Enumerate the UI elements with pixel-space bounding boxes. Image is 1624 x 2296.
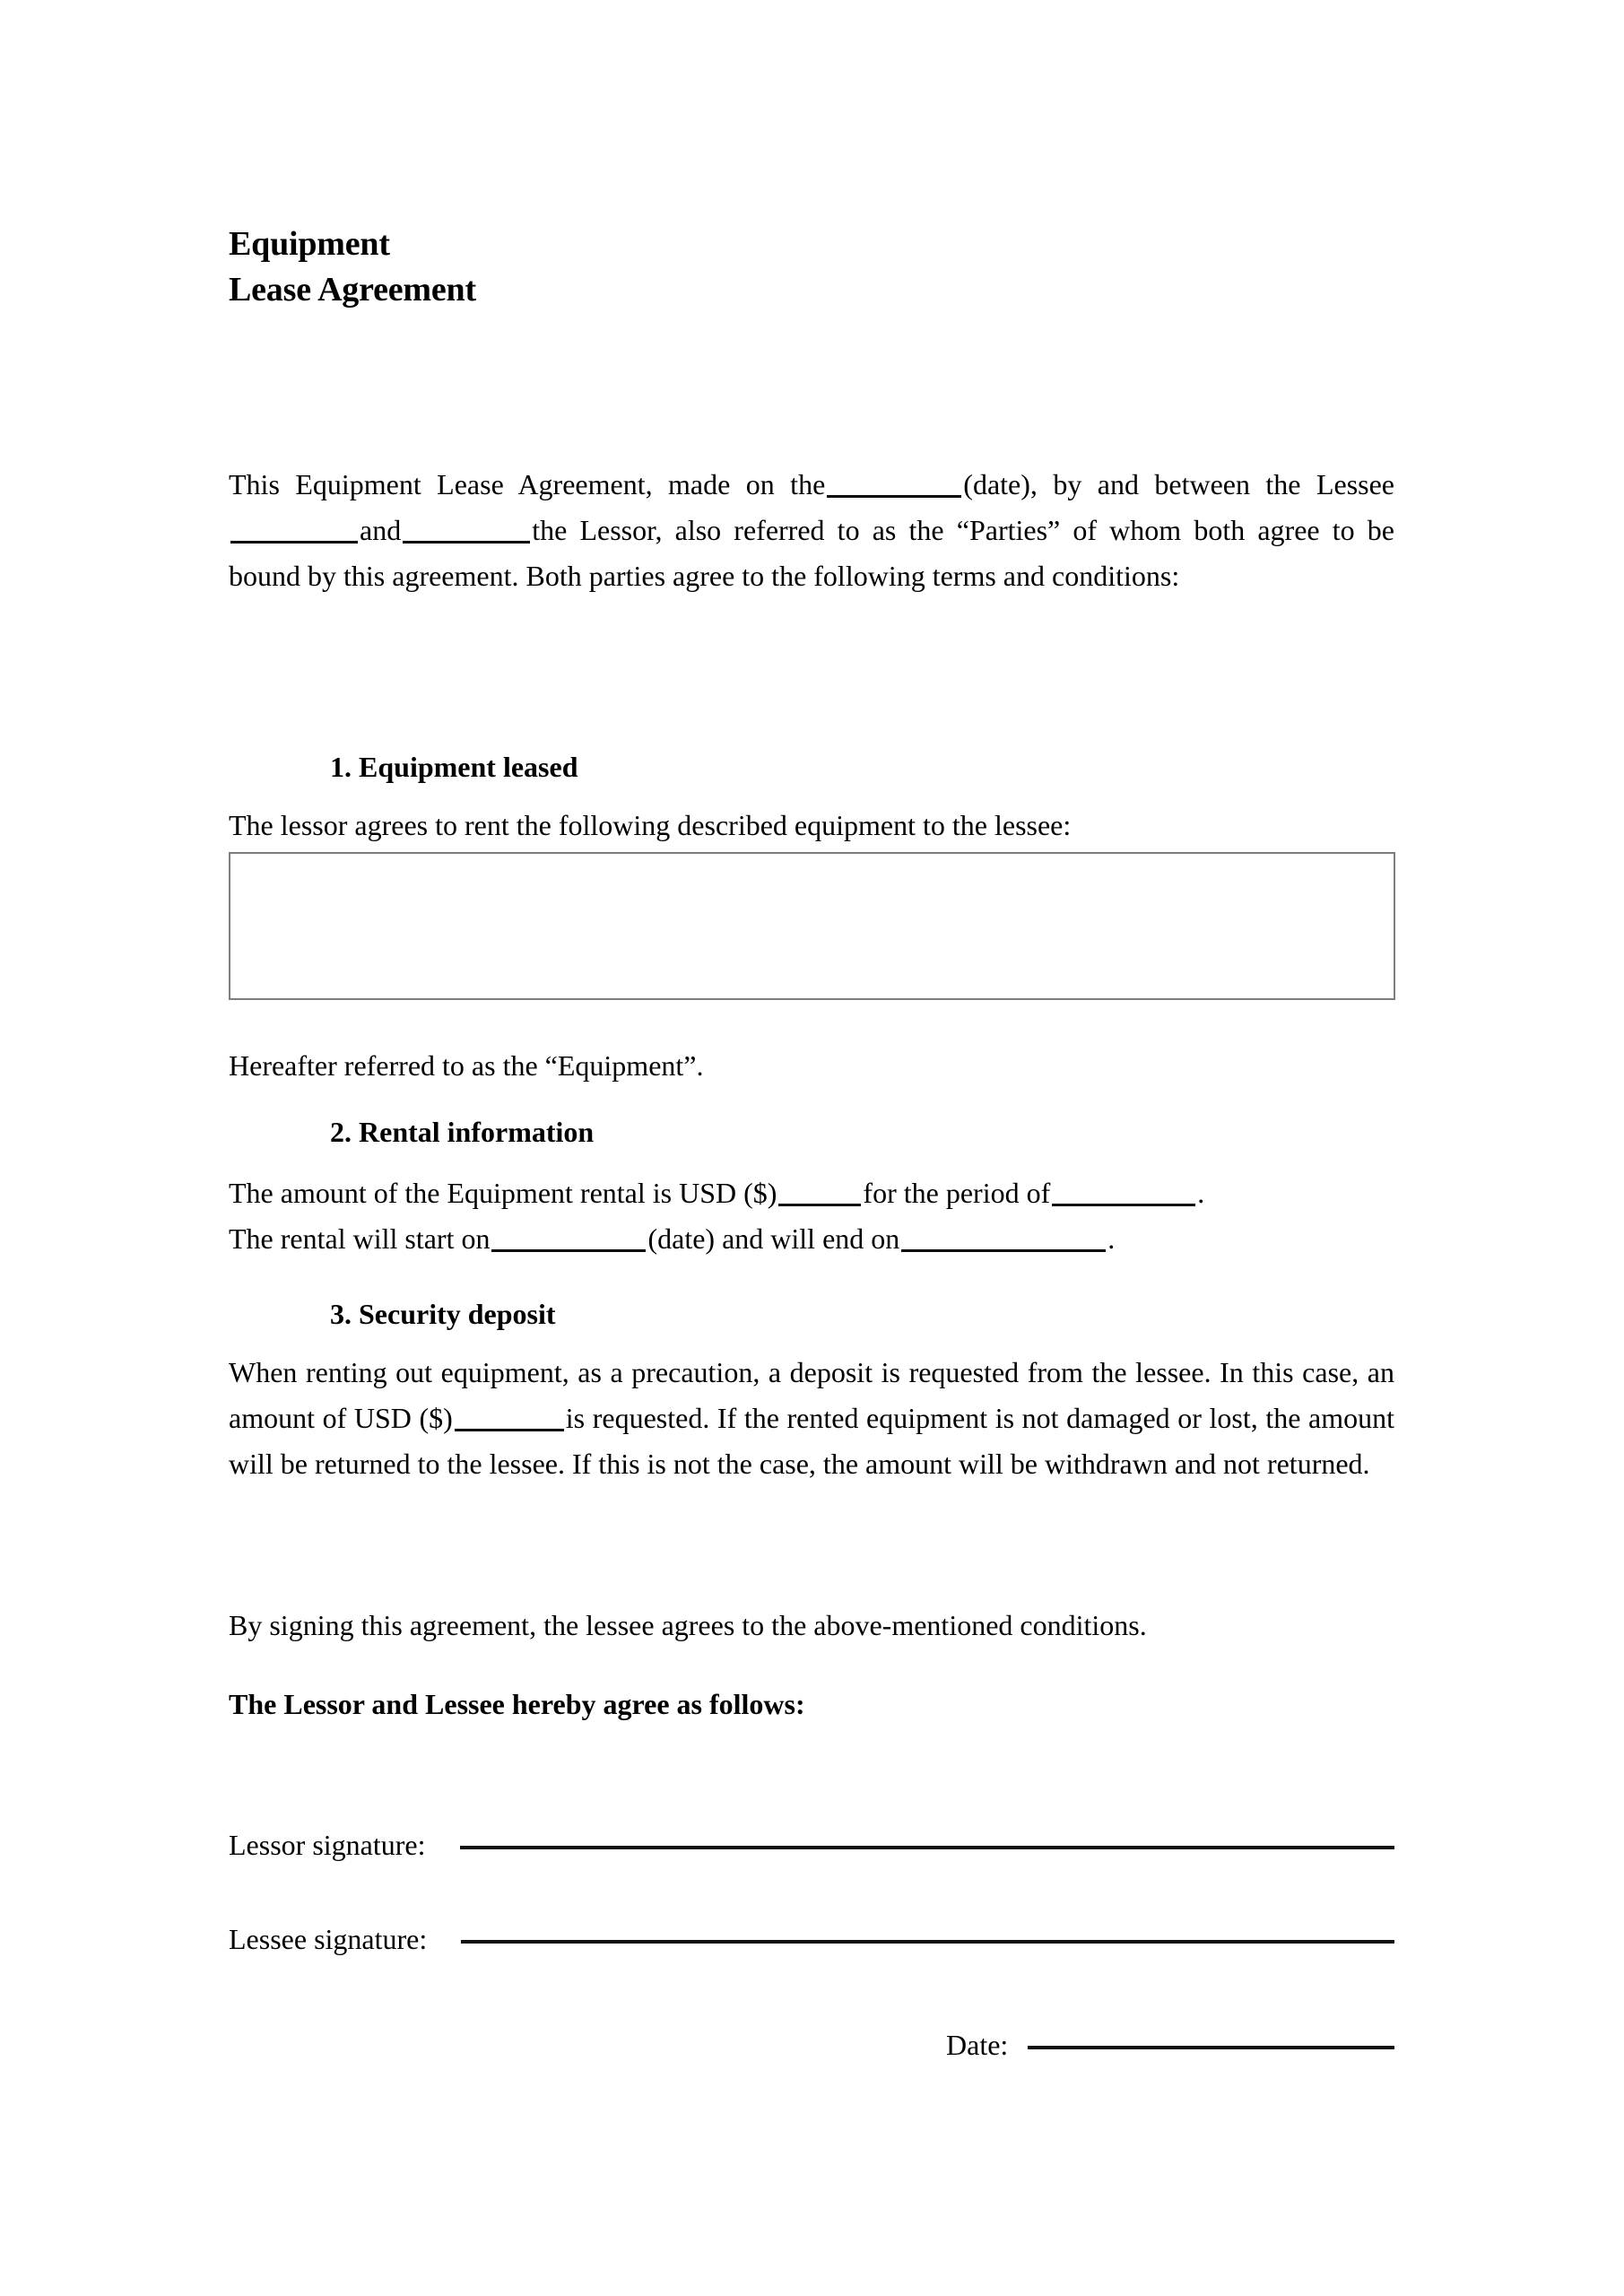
rental-amount-blank[interactable]	[778, 1180, 861, 1206]
intro-text-part-4: the Lessor, also referred to as the “Parties” of whom both agree to be bound by this agreement. Both parties agree to the following terms and conditions:	[229, 514, 1394, 592]
rental-start-date-blank[interactable]	[491, 1226, 646, 1252]
rental-amount-text-3: .	[1197, 1177, 1205, 1209]
lessee-signature-row	[229, 1917, 1394, 1962]
deposit-text-part-2: is requested. If the rented equipment is not damaged or lost, the amount will be returned to the lessee. If this is not the case, the amount will be withdrawn and not returned.	[229, 1402, 1395, 1480]
date-field[interactable]	[1028, 2026, 1394, 2049]
security-deposit-amount-blank[interactable]	[455, 1405, 564, 1431]
deposit-text-part-1: When renting out equipment, as a precaution, a deposit is requested from the lessee. In this case, an amount of USD ($)	[229, 1356, 1394, 1434]
equipment-description-box[interactable]	[229, 852, 1395, 1000]
lessor-signature-row	[229, 1822, 1394, 1868]
date-label: Date:	[946, 2029, 1009, 2061]
section-3-heading: 3. Security deposit	[330, 1298, 556, 1330]
rental-amount-text-1: The amount of the Equipment rental is USD ($)	[229, 1177, 777, 1209]
lessee-name-blank[interactable]	[230, 517, 358, 544]
intro-text-part-2: (date), by and between the Lessee	[963, 468, 1395, 500]
section-3-body	[229, 1350, 1394, 1487]
agree-as-follows-statement: The Lessor and Lessee hereby agree as follows:	[229, 1688, 805, 1720]
section-1-heading: 1. Equipment leased	[330, 751, 578, 783]
rental-period-blank[interactable]	[1052, 1180, 1195, 1206]
lessee-signature-label: Lessee signature:	[229, 1923, 428, 1955]
intro-text-part-1: This Equipment Lease Agreement, made on the	[229, 468, 826, 500]
intro-paragraph	[229, 462, 1394, 599]
page-title	[229, 222, 476, 313]
rental-dates-text-3: .	[1107, 1222, 1116, 1255]
rental-amount-text-2: for the period of	[863, 1177, 1051, 1209]
rental-dates-text-2: (date) and will end on	[647, 1222, 900, 1255]
by-signing-statement: By signing this agreement, the lessee agrees to the above-mentioned conditions.	[229, 1609, 1147, 1641]
section-1-after-box: Hereafter referred to as the “Equipment”.	[229, 1049, 704, 1082]
intro-text-part-3: and	[360, 514, 402, 546]
date-row	[946, 2022, 1394, 2068]
rental-dates-text-1: The rental will start on	[229, 1222, 491, 1255]
title-line-2: Lease Agreement	[229, 271, 476, 309]
agreement-date-blank[interactable]	[827, 472, 961, 498]
rental-end-date-blank[interactable]	[901, 1226, 1106, 1252]
section-1-lead: The lessor agrees to rent the following described equipment to the lessee:	[229, 809, 1072, 841]
section-2-heading: 2. Rental information	[330, 1116, 595, 1148]
lessor-name-blank[interactable]	[403, 517, 530, 544]
lessee-signature-field[interactable]	[461, 1920, 1394, 1944]
lessor-signature-label: Lessor signature:	[229, 1829, 426, 1861]
title-line-1: Equipment	[229, 225, 390, 263]
section-2-body	[229, 1170, 1394, 1262]
lessor-signature-field[interactable]	[460, 1826, 1395, 1849]
